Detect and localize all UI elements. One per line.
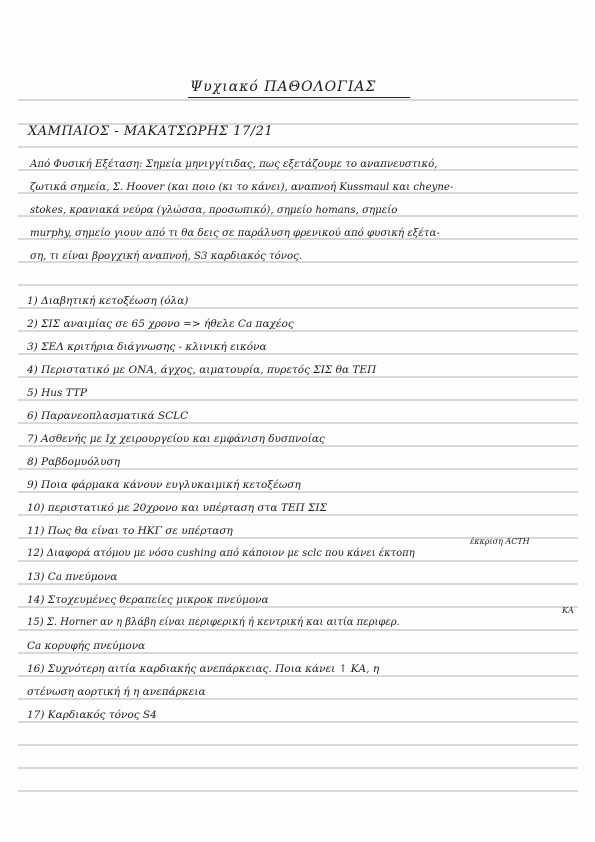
list-item: 3) ΣΕΛ κριτήρια διάγνωσης - κλινική εικόνα	[27, 341, 267, 353]
list-item: 14) Στοχευμένες θεραπείες μικροκ πνεύμονα	[27, 594, 269, 606]
list-item: 2) ΣΙΣ αναιμίας σε 65 χρονο => ήθελε Ca παχέος	[27, 318, 294, 330]
list-item: 17) Καρδιακός τόνος S4	[27, 709, 157, 721]
list-item: 4) Περιστατικό με ΟΝΑ, άγχος, αιματουρία, πυρετός ΣΙΣ θα ΤΕΠ	[27, 364, 377, 376]
list-item-continuation: Ca κορυφής πνεύμονα	[27, 640, 146, 652]
list-item: 12) Διαφορά ατόμου με νόσο cushing από κάποιον με sclc που κάνει έκτοπη	[27, 548, 415, 559]
list-item-continuation: στένωση αορτική ή η ανεπάρκεια	[27, 686, 206, 698]
paragraph-line: ζωτικά σημεία, Σ. Hoover (και ποιο (κι το κάνει), αναπνοή Kussmaul και cheyne-	[30, 182, 454, 193]
list-item: 1) Διαβητική κετοξέωση (όλα)	[27, 295, 189, 307]
margin-note-ka: ΚΑ	[562, 606, 574, 615]
margin-note-acth: έκκριση ACTH	[470, 537, 530, 546]
list-item: 11) Πως θα είναι το ΗΚΓ σε υπέρταση	[27, 525, 233, 537]
list-item: 7) Ασθενής με Ιχ χειρουργείου και εμφάνιση δυσπνοίας	[27, 433, 325, 445]
paragraph-line: murphy, σημείο γιουν από τι θα δεις σε παράλυση φρενικού από φυσική εξέτα-	[30, 228, 440, 239]
list-item: 16) Συχνότερη αιτία καρδιακής ανεπάρκειας. Ποια κάνει ↑ ΚΑ, η	[27, 663, 380, 675]
list-item: 13) Ca πνεύμονα	[27, 571, 118, 583]
list-item: 8) Ραβδομυόλυση	[27, 456, 121, 468]
list-item: 10) περιστατικό με 20χρονο και υπέρταση στα ΤΕΠ ΣΙΣ	[27, 502, 327, 514]
exam-header: ΧΑΜΠΑΙΟΣ - ΜΑΚΑΤΣΩΡΗΣ 17/21	[28, 124, 274, 139]
list-item: 9) Ποια φάρμακα κάνουν ευγλυκαιμική κετοξέωση	[27, 479, 301, 491]
list-item: 15) Σ. Horner αν η βλάβη είναι περιφερική ή κεντρική και αιτία περιφερ.	[27, 617, 400, 628]
list-item: 5) Hus TTP	[27, 387, 88, 399]
list-item: 6) Παρανεοπλασματικά SCLC	[27, 410, 189, 422]
title-underline	[188, 97, 410, 98]
page-title: Ψυχιακό ΠΑΘΟΛΟΓΙΑΣ	[190, 79, 377, 95]
paragraph-line: stokes, κρανιακά νεύρα (γλώσσα, προσωπικό), σημείο homans, σημείο	[30, 205, 398, 216]
paragraph-line: ση, τι είναι βρογχική αναπνοή, S3 καρδιακός τόνος.	[30, 251, 303, 262]
paragraph-line: Από Φυσική Εξέταση: Σημεία μηνιγγίτιδας, πως εξετάζουμε το αναπνευστικό,	[30, 159, 438, 170]
